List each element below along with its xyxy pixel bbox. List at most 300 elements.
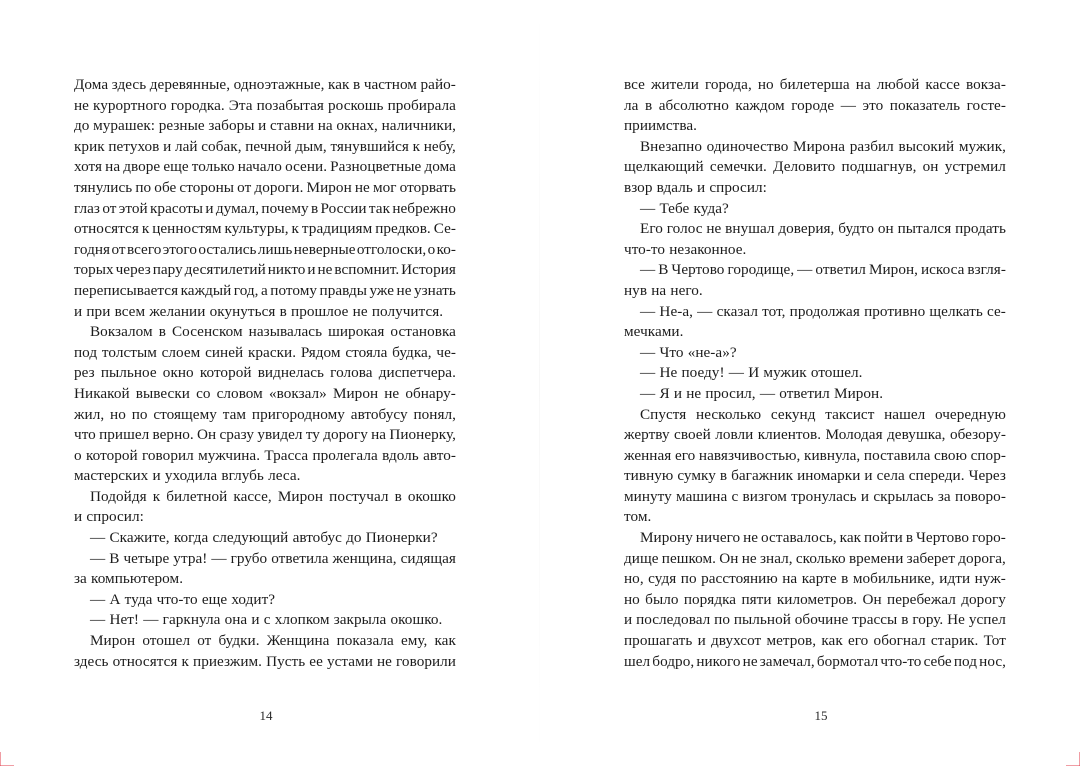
word: Чертово xyxy=(915,529,970,547)
word: — xyxy=(640,364,656,382)
word: скрылась xyxy=(873,487,934,505)
word: госте- xyxy=(966,96,1006,114)
word: пришел xyxy=(99,426,150,444)
text-line xyxy=(624,75,1006,96)
word: подшагнув, xyxy=(841,158,917,176)
word: говорили xyxy=(396,652,456,670)
text-line xyxy=(624,507,1006,528)
word: Скажите, xyxy=(109,529,170,547)
word: Пусть xyxy=(266,652,306,670)
word: и xyxy=(864,467,873,485)
word: мастерских xyxy=(74,467,149,485)
word: Тот xyxy=(983,632,1006,650)
word: че- xyxy=(436,343,456,361)
word: Рядом xyxy=(300,343,341,361)
word: потому xyxy=(270,281,318,299)
word: от xyxy=(102,199,117,217)
word: и xyxy=(697,632,706,650)
word: мечками. xyxy=(624,323,684,341)
word: остановка xyxy=(390,323,456,341)
word: — xyxy=(640,343,656,361)
word: в xyxy=(158,323,166,341)
word: продать xyxy=(955,220,1006,238)
word: Я xyxy=(659,384,670,402)
word: взгля- xyxy=(967,261,1006,279)
word: когда xyxy=(173,529,209,547)
word: нуж- xyxy=(974,570,1006,588)
word: правды xyxy=(319,281,368,299)
word: городище, xyxy=(727,261,795,279)
word: что xyxy=(74,426,96,444)
word: частном xyxy=(363,76,417,93)
word: закрыла xyxy=(333,611,387,629)
word: тивную xyxy=(624,467,674,485)
word: никого xyxy=(696,652,741,670)
word: и xyxy=(205,199,214,217)
word: вдоль xyxy=(382,446,419,464)
word: окошко xyxy=(407,487,456,505)
word: городка. xyxy=(170,96,225,114)
word: пытался xyxy=(897,220,952,238)
word: этой xyxy=(118,199,148,217)
word: глаз xyxy=(74,199,100,217)
word: Мирон, xyxy=(868,261,918,279)
word: как xyxy=(821,632,843,650)
word: отголоски, xyxy=(356,240,427,258)
word: по xyxy=(714,611,730,629)
word: десятилетий xyxy=(184,261,266,279)
word: просил, xyxy=(705,384,756,402)
word: со xyxy=(196,384,211,402)
word: в xyxy=(719,467,728,485)
word: только xyxy=(191,158,235,176)
word: одиночество xyxy=(706,137,789,155)
word: хлопком xyxy=(274,611,330,629)
word: по xyxy=(131,405,148,423)
word: — xyxy=(143,611,159,629)
word: ко- xyxy=(436,240,456,258)
text-line xyxy=(624,219,1006,240)
word: небу, xyxy=(423,137,456,155)
text-line xyxy=(624,384,1006,405)
word: судя xyxy=(648,570,677,588)
word: автобусу xyxy=(350,405,408,423)
text-line xyxy=(624,281,1006,302)
word: последовал xyxy=(636,611,711,629)
word: абсолютно xyxy=(658,96,729,114)
text-line xyxy=(74,260,456,281)
word: обочине xyxy=(794,611,849,629)
word: мобильнике, xyxy=(852,570,935,588)
word: от xyxy=(237,178,252,196)
word: Не-а, xyxy=(659,302,693,320)
text-line xyxy=(624,302,1006,323)
word: до xyxy=(74,117,90,135)
word: женщина, xyxy=(332,549,397,567)
word: голова xyxy=(330,364,373,382)
text-line xyxy=(624,157,1006,178)
word: кассе, xyxy=(233,487,272,505)
text-line xyxy=(74,281,456,302)
word: Эта xyxy=(228,96,253,114)
word: каждый xyxy=(180,281,232,299)
word: Он xyxy=(719,549,739,567)
word: двухсот xyxy=(710,632,762,650)
word: Подойдя xyxy=(90,487,147,505)
word: мог xyxy=(372,178,397,196)
word: под xyxy=(74,343,98,361)
word: мужик xyxy=(763,364,807,382)
word: вдаль xyxy=(656,178,693,196)
text-line xyxy=(624,446,1006,467)
word: — xyxy=(759,384,776,402)
text-line xyxy=(624,343,1006,364)
word: осени. xyxy=(285,158,328,176)
word: не xyxy=(741,549,757,567)
word: пешком. xyxy=(661,549,716,567)
word: се- xyxy=(987,302,1006,320)
word: резные xyxy=(158,117,205,135)
word: еще xyxy=(201,590,228,608)
word: несколько xyxy=(696,405,762,423)
word: к xyxy=(141,220,150,238)
word: пролегала xyxy=(312,446,378,464)
word: куда? xyxy=(693,199,729,217)
word: кассе xyxy=(925,76,960,93)
word: обнару- xyxy=(405,384,456,402)
word: дороги. xyxy=(254,178,304,196)
word: — xyxy=(211,549,227,567)
word: Через xyxy=(968,467,1006,485)
word: километров. xyxy=(776,590,858,608)
word: сумку xyxy=(677,467,716,485)
word: понял, xyxy=(413,405,456,423)
word: пригородному xyxy=(251,405,345,423)
word: мужик, xyxy=(958,137,1006,155)
word: метров, xyxy=(766,632,817,650)
word: автобус xyxy=(292,529,342,547)
word: знал, xyxy=(759,549,793,567)
word: Сосенском xyxy=(172,323,243,341)
word: Никакой xyxy=(74,384,130,402)
word: дорогу xyxy=(323,426,368,444)
text-line xyxy=(74,343,456,364)
word: пыльное xyxy=(100,364,157,382)
word: одноэтажные, xyxy=(233,76,325,93)
word: навязчивостью, xyxy=(698,446,801,464)
word: с xyxy=(731,487,739,505)
word: взор xyxy=(624,178,653,196)
word: мужчина. xyxy=(198,446,261,464)
text-line xyxy=(74,199,456,220)
word: при xyxy=(86,302,111,320)
word: порядка xyxy=(683,590,737,608)
word: это xyxy=(862,96,884,114)
word: поворо- xyxy=(954,487,1006,505)
word: пару xyxy=(152,261,183,279)
word: всем xyxy=(114,302,146,320)
text-line xyxy=(624,569,1006,590)
word: за xyxy=(937,487,951,505)
word: авто- xyxy=(423,446,456,464)
word: и xyxy=(624,611,633,629)
text-line xyxy=(74,507,456,528)
word: — xyxy=(90,590,106,608)
word: сидящая xyxy=(400,549,456,567)
word: и xyxy=(152,467,161,485)
word: но xyxy=(110,405,126,423)
text-line xyxy=(74,569,456,590)
word: «вокзал» xyxy=(268,384,327,402)
word: визгом xyxy=(742,487,787,505)
word: вглубь xyxy=(221,467,264,485)
word: не xyxy=(317,261,333,279)
word: тянулись xyxy=(74,178,133,196)
word: думал, xyxy=(215,199,260,217)
word: продолжая xyxy=(789,302,860,320)
text-line xyxy=(74,384,456,405)
text-line xyxy=(74,322,456,343)
word: тянувшийся xyxy=(330,137,409,155)
word: и xyxy=(74,508,83,526)
word: нос, xyxy=(979,652,1006,670)
word: вспомнит. xyxy=(334,261,400,279)
text-line xyxy=(624,549,1006,570)
word: постучал xyxy=(329,487,389,505)
word: противно xyxy=(864,302,926,320)
word: перебежал xyxy=(887,590,956,608)
text-line xyxy=(74,96,456,117)
word: — xyxy=(90,549,106,567)
word: туда xyxy=(124,590,153,608)
word: гору. xyxy=(912,611,944,629)
word: сколько xyxy=(795,549,846,567)
word: что-то xyxy=(624,240,666,258)
word: в xyxy=(353,76,361,93)
word: города, xyxy=(704,76,752,93)
corner-triangle-icon xyxy=(1066,752,1080,766)
word: Дома xyxy=(74,76,109,93)
word: дома xyxy=(424,158,456,176)
word: приимства. xyxy=(624,117,697,135)
word: узнать xyxy=(413,281,456,299)
word: оторвать xyxy=(399,178,456,196)
word: успел xyxy=(968,611,1006,629)
word: говорил xyxy=(142,446,194,464)
word: и xyxy=(860,487,870,505)
text-line xyxy=(624,631,1006,652)
word: желании xyxy=(149,302,206,320)
word: Он xyxy=(862,590,882,608)
word: его xyxy=(674,446,696,464)
word: пробирала xyxy=(387,96,456,114)
text-line xyxy=(624,199,1006,220)
word: на xyxy=(855,76,871,93)
word: к xyxy=(181,652,189,670)
word: называлась xyxy=(248,323,323,341)
word: райо- xyxy=(420,76,456,93)
word: отошел. xyxy=(810,364,863,382)
word: Разноцветные xyxy=(330,158,422,176)
text-line xyxy=(74,466,456,487)
word: начало xyxy=(237,158,282,176)
word: будка, xyxy=(392,343,432,361)
word: окно xyxy=(162,364,194,382)
word: стояла xyxy=(345,343,388,361)
word: ту xyxy=(305,426,320,444)
word: крик xyxy=(74,137,105,155)
word: утра! xyxy=(173,549,208,567)
text-line xyxy=(624,405,1006,426)
word: окнах, xyxy=(336,117,378,135)
word: Деловито xyxy=(773,158,836,176)
word: Мирон xyxy=(90,632,136,650)
word: Мирону xyxy=(640,529,693,547)
text-line xyxy=(74,157,456,178)
word: дище xyxy=(624,549,659,567)
word: компьютером. xyxy=(91,570,184,588)
word: с xyxy=(263,611,271,629)
text-line xyxy=(74,631,456,652)
text-line xyxy=(624,487,1006,508)
word: шел xyxy=(624,652,651,670)
word: билетерша xyxy=(779,76,850,93)
text-line xyxy=(624,363,1006,384)
word: курортного xyxy=(93,96,167,114)
word: — xyxy=(640,384,656,402)
text-line xyxy=(624,137,1006,158)
word: не xyxy=(706,220,722,238)
word: относятся xyxy=(112,652,178,670)
word: на xyxy=(317,117,333,135)
word: замечал, xyxy=(759,652,815,670)
word: как xyxy=(434,632,456,650)
word: он xyxy=(877,220,894,238)
word: что-то xyxy=(880,652,922,670)
word: Не xyxy=(947,611,965,629)
word: своей xyxy=(674,426,711,444)
word: — xyxy=(728,364,745,382)
word: показала xyxy=(336,632,394,650)
word: ходит? xyxy=(231,590,276,608)
word: сказал xyxy=(716,302,758,320)
word: Мирон xyxy=(306,178,352,196)
word: Се- xyxy=(433,220,456,238)
word: ответила xyxy=(271,549,329,567)
text-line xyxy=(74,116,456,137)
word: но xyxy=(757,76,774,93)
word: пяти xyxy=(741,590,772,608)
word: и xyxy=(258,117,267,135)
word: которой xyxy=(85,446,138,464)
word: за xyxy=(74,570,87,588)
word: любой xyxy=(876,76,920,93)
text-line xyxy=(74,178,456,199)
word: он xyxy=(922,158,939,176)
word: села xyxy=(876,467,905,485)
word: — xyxy=(640,199,656,217)
word: стоящему xyxy=(153,405,217,423)
word: переписывается xyxy=(74,281,179,299)
word: устремил xyxy=(944,158,1006,176)
word: семечки. xyxy=(709,158,767,176)
word: — xyxy=(90,611,106,629)
right-page-text xyxy=(624,75,1006,672)
word: мурашек: xyxy=(93,117,156,135)
word: позабытая xyxy=(256,96,324,114)
word: окошко. xyxy=(390,611,443,629)
word: нашел xyxy=(884,405,926,423)
word: не xyxy=(743,529,759,547)
word: обе xyxy=(154,178,177,196)
word: — xyxy=(640,261,656,279)
word: получится. xyxy=(371,302,444,320)
word: спросил: xyxy=(709,178,767,196)
text-line xyxy=(74,219,456,240)
word: И xyxy=(748,364,760,382)
word: дворе xyxy=(123,158,161,176)
word: диспетчера. xyxy=(378,364,456,382)
word: следующий xyxy=(212,529,289,547)
text-line xyxy=(74,652,456,673)
word: остались xyxy=(198,240,257,258)
word: в xyxy=(841,570,849,588)
word: обогнал xyxy=(873,632,926,650)
word: не xyxy=(74,96,89,114)
word: ее xyxy=(309,652,323,670)
text-line xyxy=(624,96,1006,117)
text-line xyxy=(624,652,1006,673)
word: тот, xyxy=(762,302,786,320)
word: ловли xyxy=(715,426,754,444)
text-line xyxy=(74,302,456,323)
word: как xyxy=(328,76,350,93)
word: жил, xyxy=(74,405,105,423)
word: к xyxy=(412,137,421,155)
right-page-number: 15 xyxy=(814,708,828,723)
text-line xyxy=(74,75,456,96)
word: в xyxy=(310,199,319,217)
word: наличники, xyxy=(381,117,456,135)
word: так xyxy=(368,199,391,217)
word: секунд xyxy=(770,405,816,423)
word: торых xyxy=(74,261,114,279)
word: от xyxy=(111,240,126,258)
word: в xyxy=(901,611,909,629)
word: в xyxy=(644,96,653,114)
word: городе xyxy=(791,96,835,114)
word: Мирон. xyxy=(834,384,884,402)
text-line xyxy=(624,260,1006,281)
word: тронулась xyxy=(791,487,857,505)
word: культуры, xyxy=(224,220,289,238)
word: на xyxy=(651,281,667,299)
word: Нет! xyxy=(109,611,140,629)
word: расстоянию xyxy=(701,570,778,588)
word: относятся xyxy=(74,220,139,238)
word: Чертово xyxy=(671,261,725,279)
word: внушал xyxy=(725,220,775,238)
word: оставалось, xyxy=(761,529,837,547)
word: Пионерку, xyxy=(389,426,456,444)
word: вокза- xyxy=(966,76,1006,93)
word: почему xyxy=(261,199,309,217)
text-line xyxy=(624,590,1006,611)
word: свою xyxy=(934,446,967,464)
text-line xyxy=(624,610,1006,631)
word: петухов xyxy=(108,137,160,155)
text-line xyxy=(74,590,456,611)
